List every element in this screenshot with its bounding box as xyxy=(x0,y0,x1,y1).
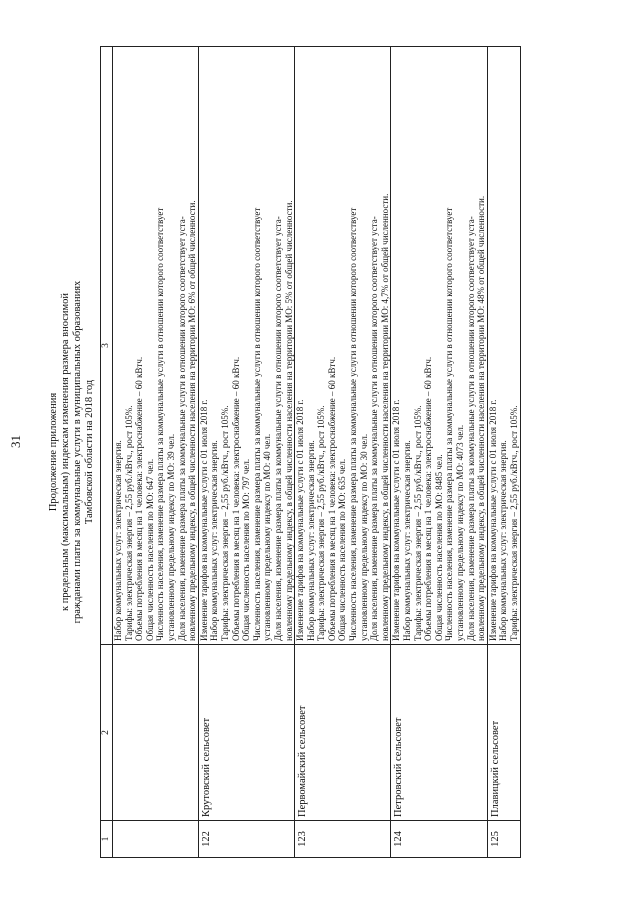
tariff-table xyxy=(100,46,521,858)
row-number xyxy=(113,821,199,858)
column-header-2: 2 xyxy=(101,645,113,821)
municipality-name: Петровский сельсовет xyxy=(391,645,487,821)
detail-line: установленному предельному индексу по МО: 39 чел. xyxy=(165,433,176,641)
document-heading xyxy=(48,46,96,858)
tariff-details xyxy=(391,47,487,645)
detail-line: Набор коммунальных услуг: электрическая энергия. xyxy=(209,440,220,641)
detail-line: установленному предельному индексу по МО: 4073 чел. xyxy=(455,424,465,641)
detail-line: Общая численность населения по МО: 647 чел. xyxy=(144,458,155,641)
municipality-name: Крутовский сельсовет xyxy=(198,645,294,821)
municipality-name: Плавицкий сельсовет xyxy=(487,645,520,821)
detail-line: новленному предельному индексу, в общей численности населения на территории МО: 4,7% от общей численности. xyxy=(379,193,390,641)
row-number: 122 xyxy=(198,821,294,858)
detail-line: Доля населения, изменение размера платы за коммунальные услуги в отношении которого соответствует уста- xyxy=(272,216,283,641)
detail-line: Объемы потребления в месяц на 1 человека: электроснабжение – 60 кВтч. xyxy=(423,356,434,641)
detail-line: Объемы потребления в месяц на 1 человека: электроснабжение – 60 кВтч. xyxy=(230,356,241,641)
detail-line: Изменение тарифов на коммунальные услуги с 01 июля 2018 г. xyxy=(391,399,402,641)
detail-line: Объемы потребления в месяц на 1 человека: электроснабжение – 60 кВтч. xyxy=(134,356,145,641)
tariff-details xyxy=(295,47,391,645)
detail-line: Изменение тарифов на коммунальные услуги с 01 июля 2018 г. xyxy=(487,399,498,641)
detail-line: установленному предельному индексу по МО: 30 чел. xyxy=(358,433,369,641)
detail-line: Тарифы: электрическая энергия – 2,55 руб./кВтч., рост 105%. xyxy=(316,405,327,641)
column-header-3: 3 xyxy=(101,47,113,645)
detail-line: Набор коммунальных услуг: электрическая энергия. xyxy=(498,440,509,641)
table-row xyxy=(391,47,487,858)
detail-line: Численность населения, изменение размера платы за коммунальные услуги в отношении которого соответствует xyxy=(348,207,359,641)
detail-line: новленному предельному индексу, в общей численности населения на территории МО: 48% от общей численности. xyxy=(476,195,487,641)
detail-line: Доля населения, изменение размера платы за коммунальные услуги в отношении которого соответствует уста- xyxy=(465,216,476,641)
detail-line: Объемы потребления в месяц на 1 человека: электроснабжение – 60 кВтч. xyxy=(326,356,337,641)
detail-line: Тарифы: электрическая энергия – 2,55 руб./кВтч., рост 105%. xyxy=(508,405,519,641)
tariff-details xyxy=(113,47,199,645)
detail-line: Набор коммунальных услуг: электрическая энергия. xyxy=(305,440,316,641)
table-header-row xyxy=(101,47,113,858)
detail-line: Численность населения, изменение размера платы за коммунальные услуги в отношении которого соответствует xyxy=(444,207,455,641)
municipality-name: Первомайский сельсовет xyxy=(295,645,391,821)
detail-line: Набор коммунальных услуг: электрическая энергия. xyxy=(402,440,413,641)
tariff-details xyxy=(198,47,294,645)
detail-line: Изменение тарифов на коммунальные услуги с 01 июля 2018 г. xyxy=(295,399,306,641)
detail-line: Общая численность населения по МО: 8485 чел. xyxy=(433,454,444,641)
tariff-details xyxy=(487,47,520,645)
row-number: 124 xyxy=(391,821,487,858)
detail-line: Общая численность населения по МО: 797 чел. xyxy=(241,458,252,641)
row-number: 125 xyxy=(487,821,520,858)
detail-line: Доля населения, изменение размера платы за коммунальные услуги в отношении которого соответствует уста- xyxy=(369,216,380,641)
heading-line-2: к предельным (максимальным) индексам изменения размера вносимой xyxy=(60,292,71,612)
rotated-document-body xyxy=(48,46,596,858)
table-row xyxy=(198,47,294,858)
row-number: 123 xyxy=(295,821,391,858)
table-row xyxy=(487,47,520,858)
detail-line: Изменение тарифов на коммунальные услуги с 01 июля 2018 г. xyxy=(198,399,209,641)
detail-line: Тарифы: электрическая энергия – 2,55 руб./кВтч., рост 105%. xyxy=(123,405,134,641)
detail-line: Тарифы: электрическая энергия – 2,55 руб./кВтч., рост 105%. xyxy=(219,405,230,641)
detail-line: Набор коммунальных услуг: электрическая энергия. xyxy=(113,440,123,641)
municipality-name xyxy=(113,645,199,821)
page-number: 31 xyxy=(8,435,23,448)
detail-line: Общая численность населения по МО: 635 чел. xyxy=(337,458,348,641)
detail-line: Тарифы: электрическая энергия – 2,55 руб./кВтч., рост 105%. xyxy=(412,405,423,641)
column-header-1: 1 xyxy=(101,821,113,858)
table-row xyxy=(295,47,391,858)
detail-line: новленному предельному индексу, в общей численности населения на территории МО: 5% от общей численности. xyxy=(283,200,294,641)
heading-line-4: Тамбовской области на 2018 год xyxy=(84,379,95,525)
detail-line: Доля населения, изменение размера платы за коммунальные услуги в отношении которого соответствует уста- xyxy=(176,216,187,641)
detail-line: установленному предельному индексу по МО: 40 чел. xyxy=(262,433,273,641)
heading-line-1: Продолжение приложения xyxy=(48,392,59,512)
detail-line: Численность населения, изменение размера платы за коммунальные услуги в отношении которого соответствует xyxy=(155,207,166,641)
detail-line: новленному предельному индексу, в общей численности населения на территории МО: 6% от общей численности. xyxy=(187,200,198,641)
table-row xyxy=(113,47,199,858)
detail-line: Численность населения, изменение размера платы за коммунальные услуги в отношении которого соответствует xyxy=(251,207,262,641)
heading-line-3: гражданами платы за коммунальные услуги в муниципальных образованиях xyxy=(72,280,83,624)
